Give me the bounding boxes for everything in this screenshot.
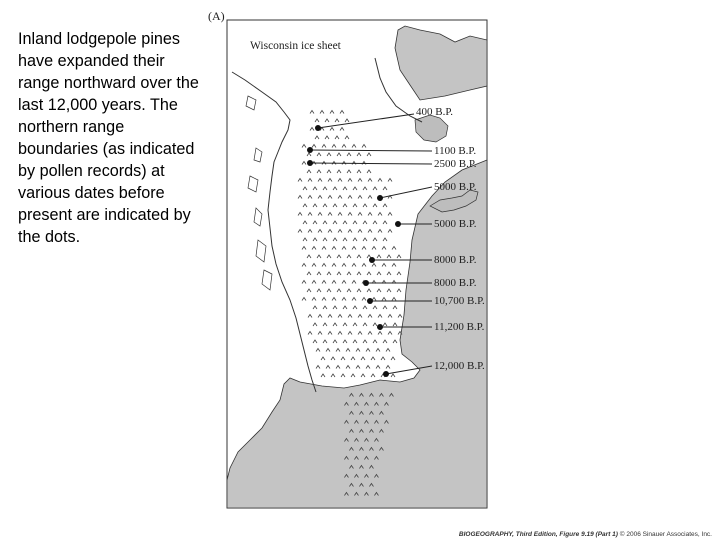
pine-mark [397,289,401,292]
range-boundary-dot [383,371,389,377]
pine-mark [323,340,327,343]
pine-mark [388,213,392,216]
pine-mark [323,221,327,224]
pine-mark [308,332,312,335]
pine-mark [308,196,312,199]
pine-mark [337,289,341,292]
pine-mark [347,272,351,275]
pine-mark [302,162,306,165]
pine-mark [377,255,381,258]
pine-mark [313,204,317,207]
pine-mark [302,145,306,148]
pine-mark [308,179,312,182]
pine-mark [302,281,306,284]
pine-mark [393,306,397,309]
pine-mark [383,221,387,224]
pine-mark [388,179,392,182]
pine-mark [323,306,327,309]
pine-mark [325,136,329,139]
island [254,148,262,162]
pine-mark [363,221,367,224]
pine-mark [378,230,382,233]
pine-mark [330,128,334,131]
pine-mark [357,289,361,292]
pine-mark [353,340,357,343]
pine-mark [342,145,346,148]
pine-mark [348,196,352,199]
pine-mark [328,332,332,335]
range-boundary-dot [363,280,369,286]
pine-mark [363,238,367,241]
pine-mark [307,272,311,275]
pine-mark [387,255,391,258]
pine-mark [392,247,396,250]
pine-mark [376,366,380,369]
pine-mark [321,357,325,360]
pine-mark [333,340,337,343]
pine-mark [362,145,366,148]
pine-mark [393,340,397,343]
pine-mark [361,357,365,360]
pine-mark [336,349,340,352]
pine-mark [348,213,352,216]
pine-mark [363,323,367,326]
pine-mark [353,306,357,309]
pine-mark [337,170,341,173]
pine-mark [373,306,377,309]
pine-mark [343,204,347,207]
pine-mark [307,289,311,292]
figure-credit [459,531,712,538]
island [262,270,272,290]
land-mass [395,26,487,100]
pine-mark [371,374,375,377]
pine-mark [326,366,330,369]
pine-mark [338,179,342,182]
pine-mark [367,170,371,173]
pine-mark [391,374,395,377]
pine-mark [368,213,372,216]
pine-mark [362,247,366,250]
pine-mark [373,187,377,190]
pine-mark [352,281,356,284]
pine-mark [348,230,352,233]
panel-label: (A) [208,9,225,23]
pine-mark [383,187,387,190]
pine-mark [338,196,342,199]
pine-mark [312,247,316,250]
pine-mark [333,187,337,190]
pine-mark [321,374,325,377]
pine-mark [368,315,372,318]
pine-mark [298,179,302,182]
pine-mark [328,179,332,182]
pine-mark [368,332,372,335]
pine-mark [315,136,319,139]
pine-mark [393,323,397,326]
pine-mark [356,349,360,352]
pine-mark [337,272,341,275]
pine-mark [338,315,342,318]
pine-mark [357,272,361,275]
credit-rest: © 2006 Sinauer Associates, Inc. [617,531,712,538]
pine-mark [312,264,316,267]
pine-mark [381,357,385,360]
pine-mark [373,323,377,326]
ice-sheet-label: Wisconsin ice sheet [250,40,341,52]
pine-mark [333,238,337,241]
pine-mark [328,213,332,216]
pine-mark [358,213,362,216]
pine-mark [318,213,322,216]
pine-mark [307,170,311,173]
pine-mark [363,340,367,343]
island [246,96,256,110]
pine-mark [367,289,371,292]
date-label-5000-a: 5000 B.P. [434,181,477,193]
pine-mark [337,153,341,156]
pine-mark [372,264,376,267]
pine-mark [327,153,331,156]
credit-title: BIOGEOGRAPHY, Third Edition, Figure 9.19 (Part 1) [458,531,618,538]
pine-mark [353,187,357,190]
pine-mark [318,196,322,199]
pine-mark [368,196,372,199]
pine-mark [317,170,321,173]
island [256,240,266,262]
range-boundary-dot [377,324,383,330]
pine-mark [342,298,346,301]
pine-mark [356,366,360,369]
pine-mark [318,332,322,335]
pine-mark [358,315,362,318]
pine-mark [322,145,326,148]
pine-mark [298,213,302,216]
pine-mark [363,187,367,190]
pine-mark [298,196,302,199]
pine-mark [312,281,316,284]
pine-mark [346,366,350,369]
pine-mark [326,349,330,352]
pine-mark [338,213,342,216]
pine-mark [398,315,402,318]
pine-mark [357,153,361,156]
pine-mark [353,238,357,241]
pine-mark [322,281,326,284]
pine-mark [382,298,386,301]
pine-mark [378,332,382,335]
pine-mark [332,247,336,250]
land-mass-main [227,160,487,508]
pine-mark [336,366,340,369]
pine-mark [352,298,356,301]
pine-mark [383,238,387,241]
pine-mark [312,298,316,301]
pine-mark [383,306,387,309]
pine-mark [397,272,401,275]
pine-mark [313,187,317,190]
pine-mark [347,289,351,292]
coastline [232,72,316,392]
pine-mark [308,213,312,216]
pine-mark [332,281,336,284]
pine-mark [367,153,371,156]
pine-mark [341,357,345,360]
pine-mark [362,264,366,267]
pine-mark [342,247,346,250]
pine-mark [373,238,377,241]
pine-mark [388,230,392,233]
pine-mark [388,332,392,335]
pine-mark [342,281,346,284]
pine-mark [322,247,326,250]
pine-mark [316,366,320,369]
pine-mark [327,255,331,258]
pine-mark [328,315,332,318]
pine-mark [317,272,321,275]
pine-mark [342,264,346,267]
pine-mark [353,204,357,207]
leader-400 [318,114,414,128]
pine-mark [313,323,317,326]
pine-mark [323,238,327,241]
pine-mark [340,111,344,114]
date-label-12000: 12,000 B.P. [434,360,485,372]
pine-mark [327,272,331,275]
range-boundary-dot [307,147,313,153]
pine-mark [341,374,345,377]
pine-mark [351,357,355,360]
pine-mark [307,255,311,258]
pine-mark [353,221,357,224]
pine-mark [382,264,386,267]
pine-mark [378,179,382,182]
pine-mark [387,272,391,275]
pine-mark [333,221,337,224]
date-label-10700: 10,700 B.P. [434,295,485,307]
pine-mark [337,255,341,258]
figure-caption: Inland lodgepole pines have expanded their range northward over the last 12,000 years. The northern range boundaries (as indicated by pollen records) at various dates before present are indicated by the dots. [18,30,199,246]
pine-mark [373,340,377,343]
pine-mark [358,230,362,233]
pine-mark [377,289,381,292]
pine-mark [328,196,332,199]
pine-mark [392,298,396,301]
pine-mark [383,204,387,207]
pine-mark [335,119,339,122]
pine-mark [303,238,307,241]
pine-mark [323,204,327,207]
pine-mark [368,230,372,233]
pine-mark [332,264,336,267]
pine-mark [357,170,361,173]
pine-mark [347,255,351,258]
pine-mark [362,298,366,301]
range-boundary-dot [367,298,373,304]
pine-mark [366,349,370,352]
pine-mark [338,332,342,335]
pine-mark [330,111,334,114]
date-label-400: 400 B.P. [416,106,453,118]
pine-mark [303,221,307,224]
pine-mark [340,128,344,131]
pine-mark [352,247,356,250]
pine-mark [343,306,347,309]
lake-blob [415,115,448,142]
pine-mark [397,255,401,258]
pine-mark [335,136,339,139]
pine-mark [313,238,317,241]
pine-mark [343,221,347,224]
pine-mark [345,119,349,122]
date-label-1100: 1100 B.P. [434,145,477,157]
pine-mark [323,187,327,190]
pine-mark [373,221,377,224]
pine-mark [366,366,370,369]
pine-mark [383,340,387,343]
pine-mark [386,349,390,352]
pine-mark [348,179,352,182]
range-boundary-dot [315,125,321,131]
pine-mark [310,111,314,114]
pine-mark [331,357,335,360]
pine-mark [320,111,324,114]
pine-mark [332,145,336,148]
pine-mark [310,128,314,131]
pine-mark [371,357,375,360]
pine-mark [302,247,306,250]
pine-mark [327,289,331,292]
pine-mark [338,230,342,233]
range-boundary-dot [395,221,401,227]
pine-mark [367,272,371,275]
pine-mark [333,204,337,207]
leader-5000-a [380,187,432,198]
pine-mark [383,323,387,326]
leader-1100 [310,150,432,151]
pine-mark [347,153,351,156]
pine-mark [348,332,352,335]
pine-mark [343,238,347,241]
pine-mark [316,349,320,352]
pine-mark [318,315,322,318]
pine-mark [317,289,321,292]
pine-mark [343,187,347,190]
pine-mark [331,374,335,377]
pine-mark [328,230,332,233]
pine-mark [391,357,395,360]
pine-mark [358,179,362,182]
pine-mark [325,119,329,122]
pine-mark [322,264,326,267]
pine-mark [358,196,362,199]
pine-mark [352,264,356,267]
pine-mark [318,179,322,182]
pine-mark [378,315,382,318]
pine-mark [373,204,377,207]
pine-mark [318,230,322,233]
pine-mark [352,145,356,148]
pine-mark [303,204,307,207]
pine-mark [308,315,312,318]
pine-mark [372,247,376,250]
pine-mark [303,187,307,190]
pine-mark [317,255,321,258]
pine-mark [317,153,321,156]
pine-mark [368,179,372,182]
pine-mark [382,247,386,250]
pine-mark [313,306,317,309]
pine-mark [378,213,382,216]
pine-mark [343,340,347,343]
pine-mark [347,170,351,173]
pine-mark [361,374,365,377]
date-label-2500: 2500 B.P. [434,158,477,170]
pine-mark [377,272,381,275]
pine-mark [357,255,361,258]
range-boundary-dot [369,257,375,263]
date-label-5000-b: 5000 B.P. [434,218,477,230]
pine-mark [346,349,350,352]
island [248,176,258,192]
pine-mark [333,323,337,326]
leader-2500 [310,163,432,164]
pine-mark [345,136,349,139]
pine-mark [312,145,316,148]
pine-mark [392,264,396,267]
pine-mark [386,366,390,369]
range-boundary-dot [377,195,383,201]
pine-mark [333,306,337,309]
pine-mark [313,340,317,343]
pine-mark [363,306,367,309]
pine-mark [327,170,331,173]
date-label-8000-b: 8000 B.P. [434,277,477,289]
pine-mark [307,153,311,156]
pine-mark [302,264,306,267]
pine-mark [351,374,355,377]
island [254,208,262,226]
pine-mark [313,221,317,224]
pine-mark [388,315,392,318]
pine-mark [387,289,391,292]
pine-mark [322,298,326,301]
pine-mark [308,230,312,233]
pine-mark [323,323,327,326]
range-boundary-dot [307,160,313,166]
date-label-8000-a: 8000 B.P. [434,254,477,266]
pine-mark [343,323,347,326]
pine-mark [353,323,357,326]
pine-mark [302,298,306,301]
pine-mark [376,349,380,352]
pine-mark [348,315,352,318]
pine-mark [332,298,336,301]
pine-mark [315,119,319,122]
pine-mark [298,230,302,233]
pine-mark [358,332,362,335]
date-label-11200: 11,200 B.P. [434,321,485,333]
pine-mark [363,204,367,207]
